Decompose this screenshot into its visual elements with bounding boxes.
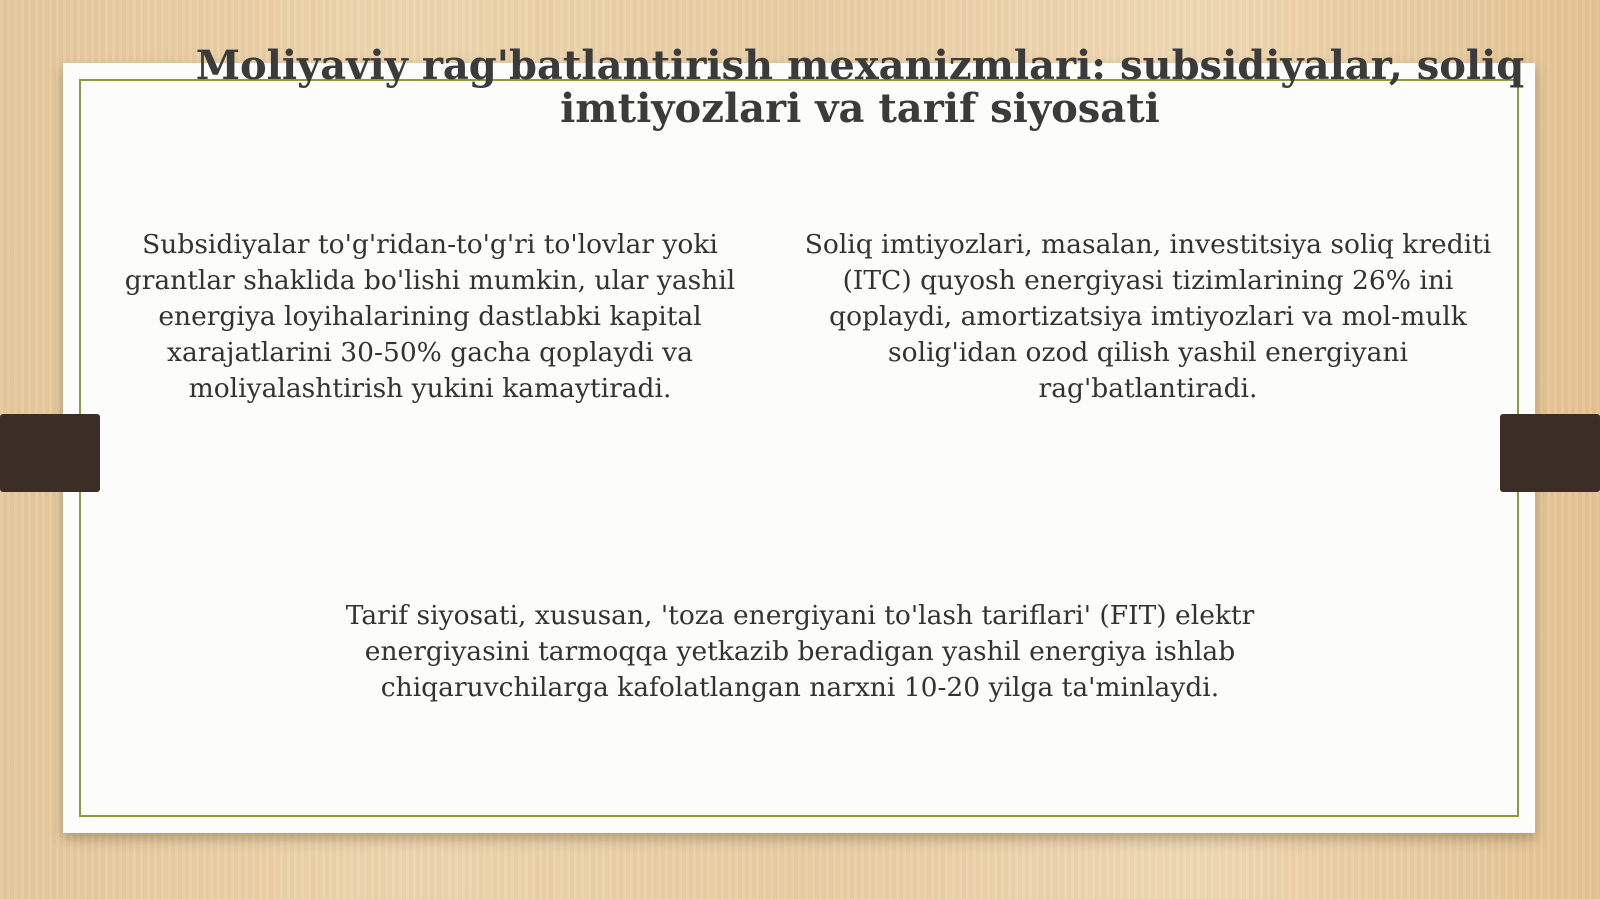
tariff-policy-paragraph: Tarif siyosati, xususan, 'toza energiyani to'lash tariflari' (FIT) elektr energiyasini tarmoqqa yetkazib beradigan yashil energiya ishlab chiqaruvchilarga kafolatlangan narxni 10-20 yilga ta'minlaydi. [345, 600, 1255, 703]
slide-card [63, 63, 1535, 833]
slide-frame-border [79, 79, 1519, 817]
tax-incentives-paragraph: Soliq imtiyozlari, masalan, investitsiya soliq krediti (ITC) quyosh energiyasi tizimlarining 26% ini qoplaydi, amortizatsiya imtiyozlari va mol-mulk solig'idan ozod qilish yashil energiyani rag'batlantiradi. [804, 229, 1492, 404]
right-decorative-tab [1500, 414, 1600, 492]
subsidies-paragraph: Subsidiyalar to'g'ridan-to'g'ri to'lovlar yoki grantlar shaklida bo'lishi mumkin, ular yashil energiya loyihalarining dastlabki kapital xarajatlarini 30-50% gacha qoplaydi va moliyalashtirish yukini kamaytiradi. [124, 229, 736, 404]
left-decorative-tab [0, 414, 100, 492]
slide-title: Moliyaviy rag'batlantirish mexanizmlari: subsidiyalar, soliq imtiyozlari va tarif siyosati [195, 42, 1525, 132]
